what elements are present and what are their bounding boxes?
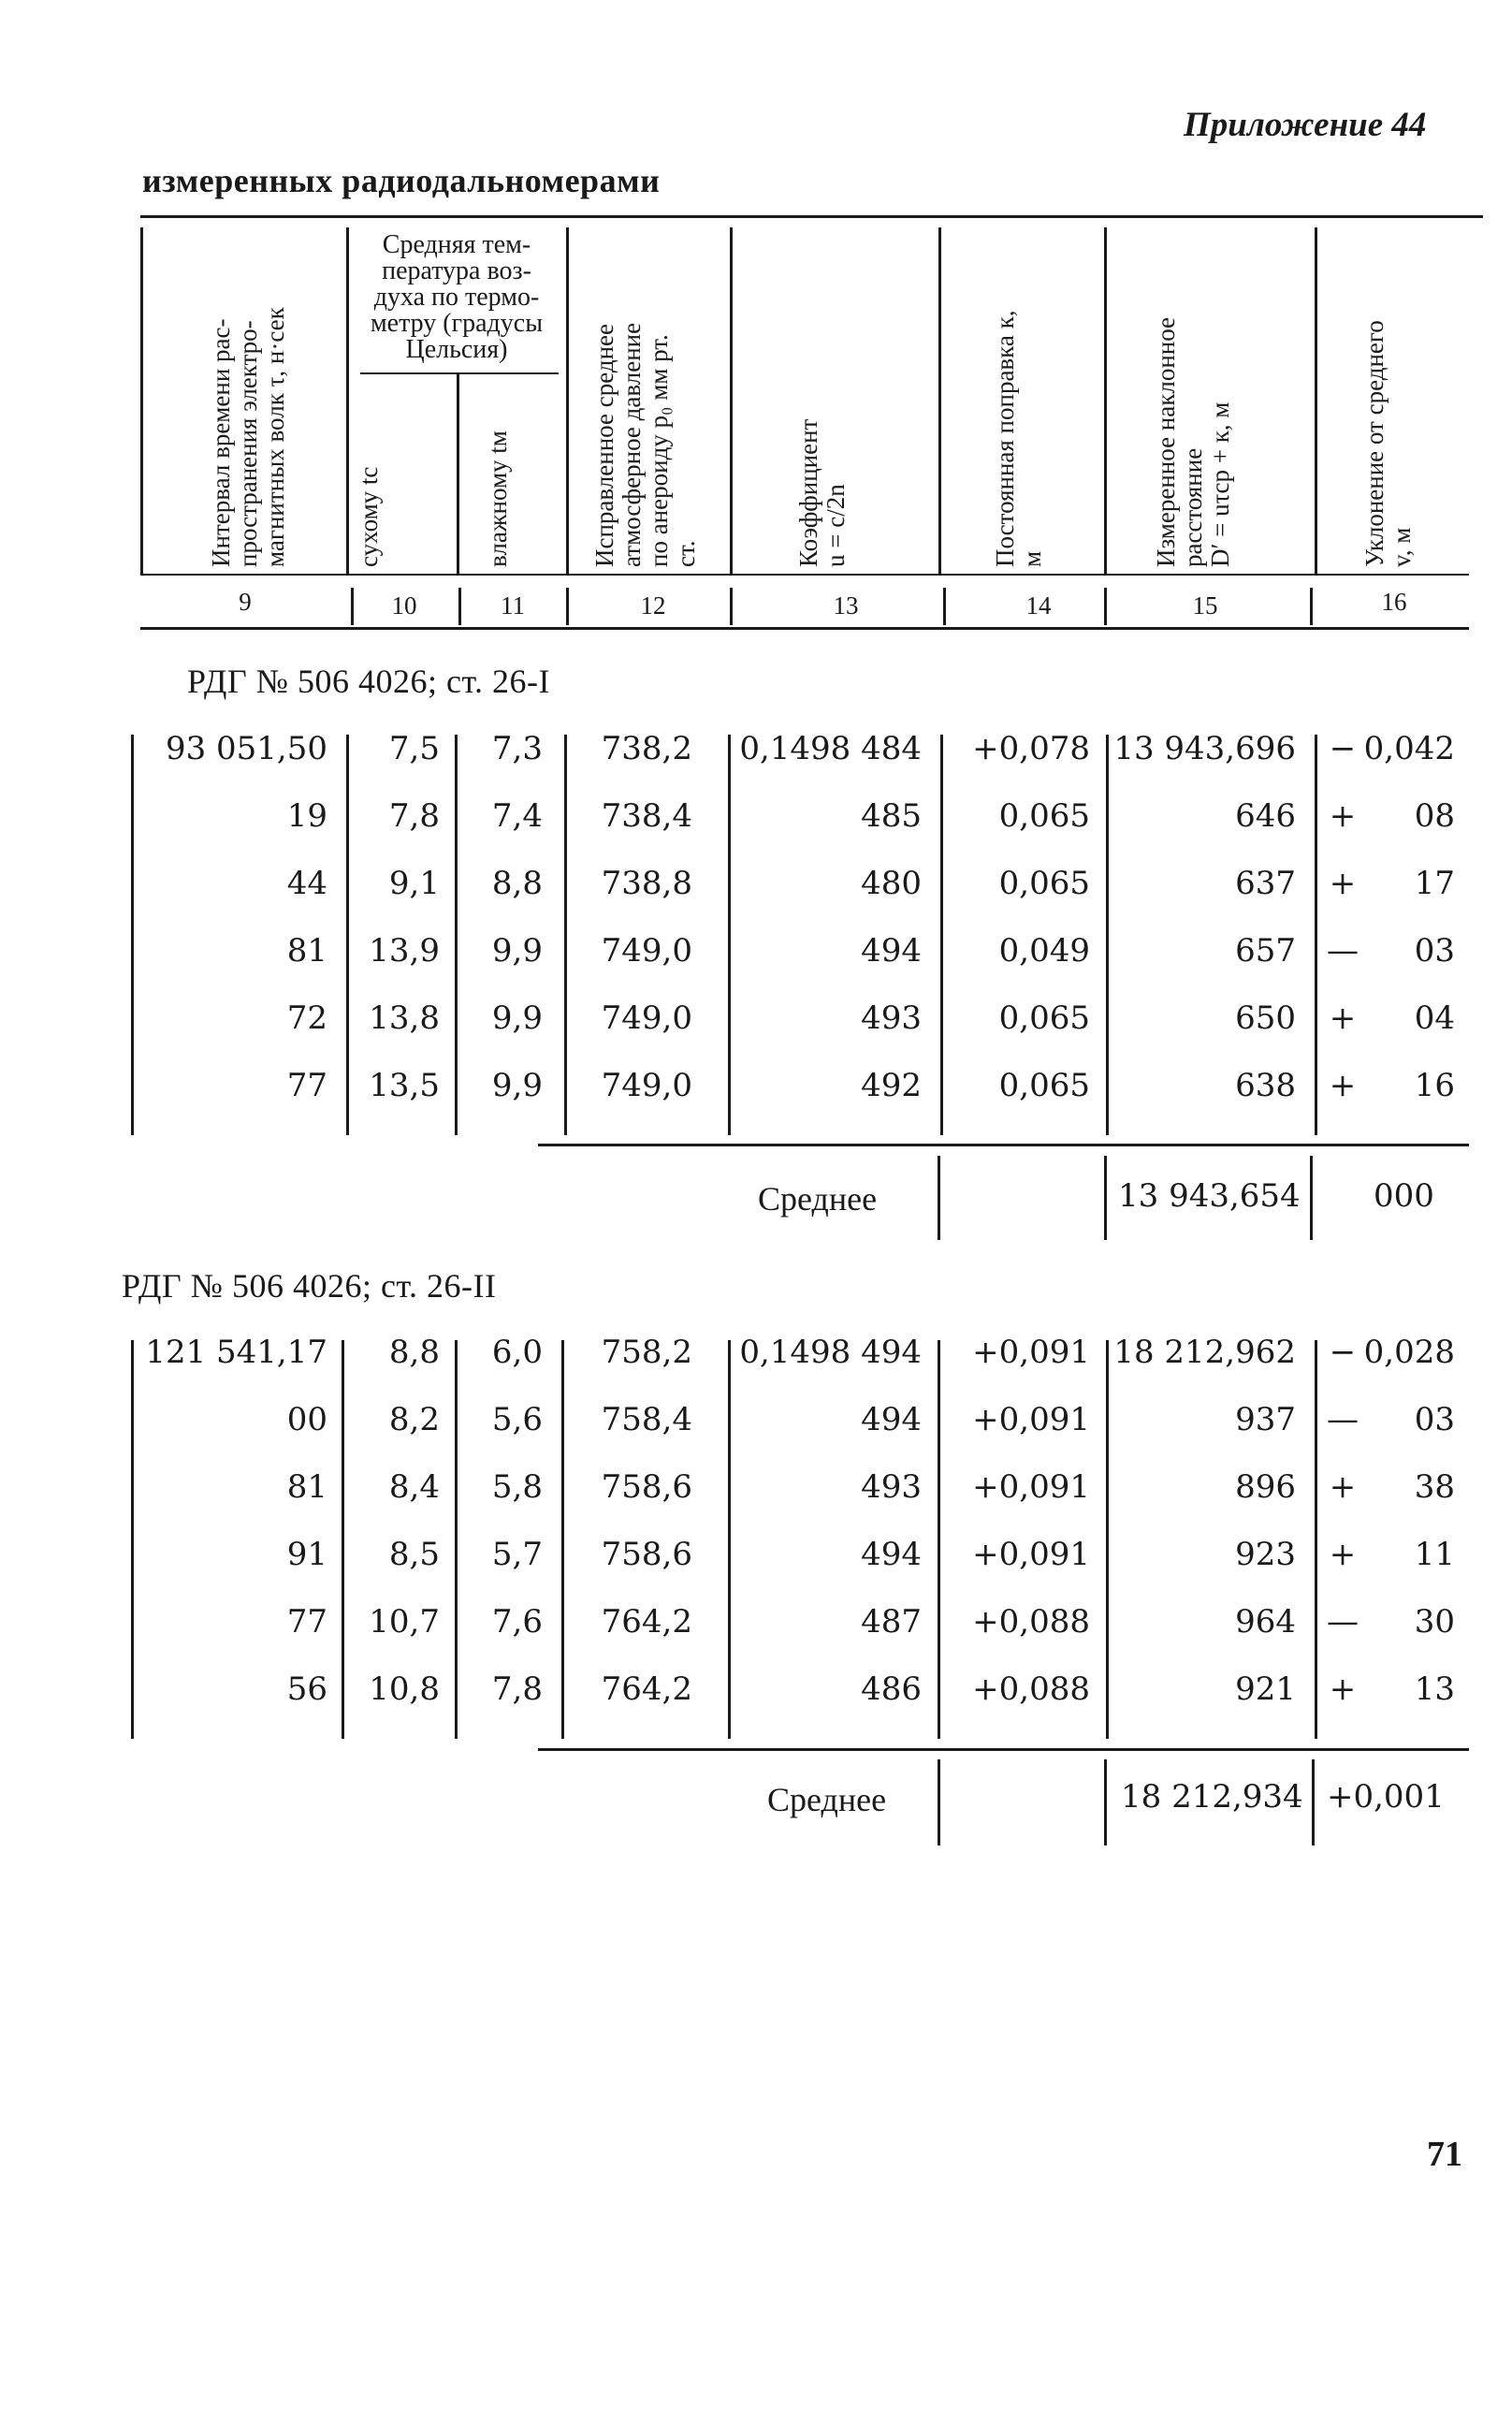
cell-deviation-value: 13 [1414, 1670, 1455, 1708]
cell-deviation-sign: + [1329, 1670, 1357, 1708]
cell-deviation-sign: — [1327, 1603, 1359, 1641]
cell-wet-temp: 8,8 [491, 865, 543, 902]
cell-dry-temp: 8,5 [388, 1536, 440, 1573]
cell-correction: 0,065 [998, 865, 1090, 902]
header-col15: Измеренное наклонное расстояние D′ = uτср + к, м [1152, 316, 1234, 567]
cell-deviation-sign: − [1329, 1334, 1357, 1371]
cell-wet-temp: 5,7 [491, 1536, 543, 1573]
cell-deviation-value: 08 [1414, 797, 1455, 835]
cell-dry-temp: 13,5 [369, 1067, 440, 1104]
colnum-11: 11 [501, 591, 525, 620]
header-col10: сухому tс [355, 466, 383, 567]
cell-deviation-sign: + [1329, 1067, 1357, 1104]
cell-interval: 19 [286, 797, 327, 835]
cell-coefficient: 487 [861, 1603, 922, 1641]
cell-distance: 923 [1235, 1536, 1296, 1573]
mean-distance-1: 13 943,654 [1118, 1177, 1301, 1215]
cell-dry-temp: 10,8 [369, 1670, 440, 1708]
cell-coefficient: 0,1498 494 [739, 1334, 922, 1371]
cell-pressure: 758,6 [601, 1468, 692, 1506]
cell-wet-temp: 6,0 [491, 1334, 543, 1371]
cell-interval: 77 [286, 1067, 327, 1104]
block-title-1: РДГ № 506 4026; ст. 26-I [187, 663, 551, 700]
cell-dry-temp: 13,9 [369, 932, 440, 970]
colnum-12: 12 [640, 591, 666, 620]
data-vrule [1106, 1340, 1109, 1739]
data-vrule [346, 735, 349, 1135]
colnum-vrule [730, 588, 733, 625]
cell-pressure: 758,6 [601, 1536, 692, 1573]
mean-label-2: Среднее [767, 1781, 887, 1818]
cell-distance: 896 [1235, 1468, 1296, 1506]
cell-deviation-sign: — [1327, 932, 1359, 970]
colnum-16: 16 [1381, 588, 1407, 616]
colnum-bottom-rule [140, 627, 1469, 630]
header-vrule [1104, 227, 1107, 574]
mean-rule-2 [538, 1748, 1469, 1751]
cell-correction: +0,088 [972, 1670, 1090, 1708]
colnum-vrule [351, 588, 354, 625]
cell-coefficient: 485 [861, 797, 922, 835]
cell-deviation-value: 04 [1414, 999, 1455, 1037]
colnum-vrule [566, 588, 569, 625]
cell-deviation-value: 11 [1414, 1536, 1455, 1573]
page-number: 71 [1427, 2135, 1462, 2174]
colnum-9: 9 [239, 588, 252, 616]
cell-correction: 0,065 [998, 999, 1090, 1037]
cell-deviation-sign: − [1329, 730, 1357, 767]
cell-pressure: 749,0 [601, 999, 692, 1037]
cell-pressure: 749,0 [601, 1067, 692, 1104]
header-vrule [140, 227, 143, 574]
header-vrule [730, 227, 733, 574]
cell-wet-temp: 5,6 [491, 1401, 543, 1438]
data-vrule [940, 735, 943, 1135]
cell-wet-temp: 5,8 [491, 1468, 543, 1506]
cell-coefficient: 494 [861, 932, 922, 970]
cell-pressure: 758,2 [601, 1334, 692, 1371]
cell-deviation-sign: + [1329, 999, 1357, 1037]
cell-coefficient: 480 [861, 865, 922, 902]
mean-deviation-1: 000 [1374, 1177, 1434, 1215]
cell-interval: 81 [286, 932, 327, 970]
mean-vrule [1310, 1156, 1313, 1240]
colnum-vrule [1310, 588, 1313, 625]
cell-wet-temp: 7,3 [491, 730, 543, 767]
cell-pressure: 749,0 [601, 932, 692, 970]
cell-interval: 77 [286, 1603, 327, 1641]
data-vrule [564, 735, 567, 1135]
header-vrule [566, 227, 569, 574]
cell-correction: +0,078 [972, 730, 1090, 767]
cell-distance: 646 [1235, 797, 1296, 835]
data-vrule [1106, 735, 1109, 1135]
block-title-2: РДГ № 506 4026; ст. 26-II [122, 1267, 497, 1305]
cell-deviation-value: 38 [1414, 1468, 1455, 1506]
cell-interval: 72 [286, 999, 327, 1037]
data-vrule [342, 1340, 344, 1739]
data-vrule [938, 1340, 940, 1739]
header-vrule [457, 374, 459, 574]
header-col14: Постоянная поправка к, м [991, 310, 1046, 567]
cell-interval: 93 051,50 [165, 730, 327, 767]
cell-wet-temp: 7,4 [491, 797, 543, 835]
cell-deviation-value: 17 [1414, 865, 1455, 902]
cell-deviation-sign: + [1329, 1468, 1357, 1506]
cell-coefficient: 486 [861, 1670, 922, 1708]
data-vrule [1315, 735, 1317, 1135]
cell-wet-temp: 9,9 [491, 1067, 543, 1104]
cell-distance: 18 212,962 [1113, 1334, 1296, 1371]
cell-distance: 650 [1235, 999, 1296, 1037]
cell-distance: 937 [1235, 1401, 1296, 1438]
mean-vrule [938, 1156, 940, 1240]
cell-pressure: 764,2 [601, 1603, 692, 1641]
cell-coefficient: 0,1498 484 [739, 730, 922, 767]
table-subtitle: измеренных радиодальномерами [142, 162, 661, 199]
cell-wet-temp: 7,8 [491, 1670, 543, 1708]
cell-dry-temp: 8,2 [388, 1401, 440, 1438]
data-vrule [728, 735, 731, 1135]
cell-interval: 81 [286, 1468, 327, 1506]
header-vrule [1315, 227, 1317, 574]
cell-coefficient: 494 [861, 1536, 922, 1573]
cell-pressure: 764,2 [601, 1670, 692, 1708]
mean-vrule [938, 1759, 940, 1845]
colnum-14: 14 [1025, 591, 1052, 620]
data-vrule [455, 1340, 458, 1739]
colnum-13: 13 [833, 591, 859, 620]
cell-deviation-value: 0,028 [1363, 1334, 1455, 1371]
header-col13: Коэффициент u = c/2n [794, 418, 850, 567]
cell-deviation-sign: + [1329, 797, 1357, 835]
cell-correction: 0,049 [998, 932, 1090, 970]
colnum-10: 10 [391, 591, 417, 620]
cell-dry-temp: 8,4 [388, 1468, 440, 1506]
cell-deviation-sign: + [1329, 865, 1357, 902]
cell-dry-temp: 8,8 [388, 1334, 440, 1371]
cell-interval: 121 541,17 [145, 1334, 327, 1371]
cell-pressure: 738,4 [601, 797, 692, 835]
cell-interval: 91 [286, 1536, 327, 1573]
header-top-rule [140, 215, 1483, 218]
cell-correction: 0,065 [998, 1067, 1090, 1104]
header-col16: Уклонение от среднего v, м [1360, 320, 1416, 567]
cell-deviation-sign: + [1329, 1536, 1357, 1573]
data-vrule [131, 1340, 134, 1739]
appendix-label: Приложение 44 [1184, 106, 1427, 144]
data-vrule [561, 1340, 564, 1739]
cell-coefficient: 493 [861, 1468, 922, 1506]
data-vrule [728, 1340, 731, 1739]
cell-correction: 0,065 [998, 797, 1090, 835]
data-vrule [1315, 1340, 1317, 1739]
mean-distance-2: 18 212,934 [1121, 1778, 1303, 1816]
cell-deviation-sign: — [1327, 1401, 1359, 1438]
cell-distance: 13 943,696 [1113, 730, 1296, 767]
cell-dry-temp: 7,5 [388, 730, 440, 767]
mean-rule-1 [538, 1144, 1469, 1146]
cell-distance: 637 [1235, 865, 1296, 902]
cell-wet-temp: 9,9 [491, 999, 543, 1037]
cell-dry-temp: 9,1 [388, 865, 440, 902]
cell-pressure: 738,8 [601, 865, 692, 902]
data-vrule [455, 735, 458, 1135]
cell-deviation-value: 0,042 [1363, 730, 1455, 767]
cell-wet-temp: 7,6 [491, 1603, 543, 1641]
cell-correction: +0,091 [972, 1468, 1090, 1506]
temp-group-rule [360, 372, 559, 374]
cell-dry-temp: 7,8 [388, 797, 440, 835]
header-bottom-rule [140, 574, 1469, 576]
cell-dry-temp: 13,8 [369, 999, 440, 1037]
cell-distance: 638 [1235, 1067, 1296, 1104]
colnum-vrule [943, 588, 946, 625]
cell-wet-temp: 9,9 [491, 932, 543, 970]
cell-pressure: 758,4 [601, 1401, 692, 1438]
cell-dry-temp: 10,7 [369, 1603, 440, 1641]
cell-correction: +0,091 [972, 1401, 1090, 1438]
cell-deviation-value: 03 [1414, 1401, 1455, 1438]
colnum-vrule [458, 588, 461, 625]
colnum-vrule [1104, 588, 1107, 625]
colnum-15: 15 [1192, 591, 1218, 620]
header-vrule [938, 227, 941, 574]
cell-deviation-value: 30 [1414, 1603, 1455, 1641]
cell-correction: +0,088 [972, 1603, 1090, 1641]
cell-coefficient: 494 [861, 1401, 922, 1438]
mean-vrule [1104, 1156, 1107, 1240]
mean-deviation-2: +0,001 [1327, 1778, 1445, 1816]
header-col9: Интервал времени рас- пространения электро- магнитных волк τ, н·сек [207, 307, 289, 567]
cell-correction: +0,091 [972, 1536, 1090, 1573]
header-col11: влажному tм [484, 430, 512, 567]
cell-pressure: 738,2 [601, 730, 692, 767]
cell-correction: +0,091 [972, 1334, 1090, 1371]
cell-distance: 657 [1235, 932, 1296, 970]
cell-interval: 00 [286, 1401, 327, 1438]
cell-coefficient: 492 [861, 1067, 922, 1104]
cell-coefficient: 493 [861, 999, 922, 1037]
cell-deviation-value: 03 [1414, 932, 1455, 970]
cell-deviation-value: 16 [1414, 1067, 1455, 1104]
mean-vrule [1104, 1759, 1107, 1845]
header-col12: Исправленное среднее атмосферное давление по анероиду p₀ мм рт. ст. [590, 322, 700, 567]
data-vrule [131, 735, 134, 1135]
mean-vrule [1312, 1759, 1315, 1845]
cell-interval: 44 [286, 865, 327, 902]
mean-label-1: Среднее [758, 1180, 878, 1218]
header-temp-group: Средняя тем- пература воз- духа по термо- метру (градусы Цельсия) [370, 230, 544, 364]
cell-distance: 964 [1235, 1603, 1296, 1641]
cell-interval: 56 [286, 1670, 327, 1708]
cell-distance: 921 [1235, 1670, 1296, 1708]
